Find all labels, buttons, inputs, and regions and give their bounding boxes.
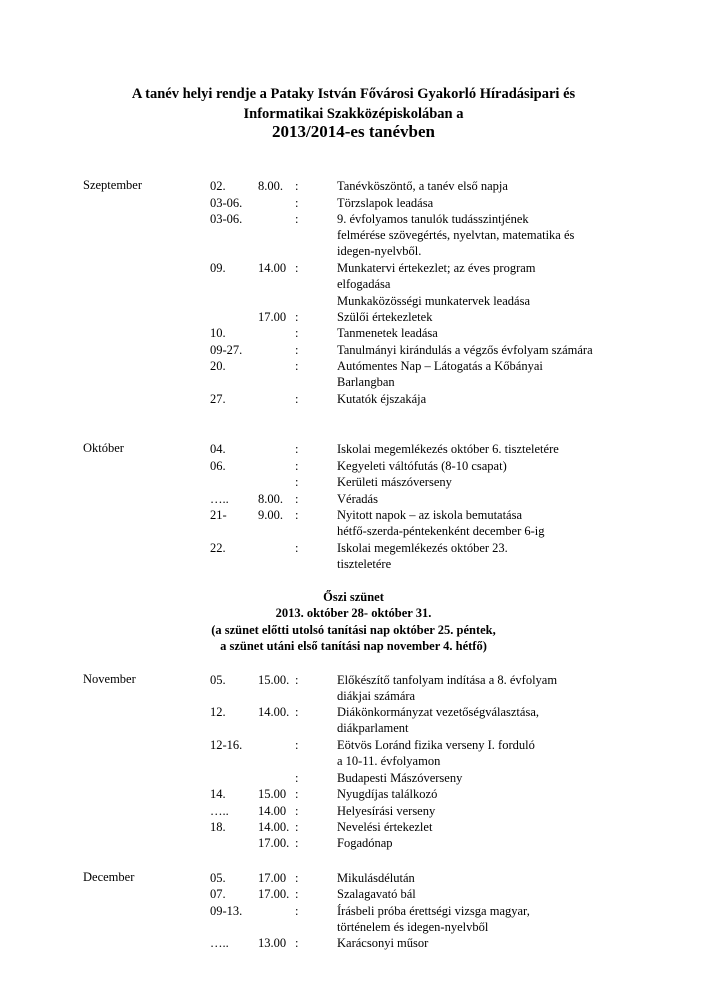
- schedule-event: Mikulásdélután: [337, 871, 415, 885]
- schedule-event: Diákönkormányzat vezetőségválasztása,: [337, 705, 539, 719]
- schedule-event: Karácsonyi műsor: [337, 936, 429, 950]
- autumn-break-dates: 2013. október 28- október 31.: [275, 606, 432, 620]
- schedule-time: 8.00.: [258, 492, 283, 506]
- schedule-event: Kutatók éjszakája: [337, 392, 427, 406]
- schedule-event: Írásbeli próba érettségi vizsga magyar,: [337, 904, 530, 918]
- schedule-date: 06.: [210, 459, 226, 473]
- schedule-event: történelem és idegen-nyelvből: [337, 920, 489, 934]
- month-september: Szeptember: [83, 178, 143, 192]
- schedule-separator: :: [295, 310, 299, 324]
- schedule-event: Eötvös Loránd fizika verseny I. forduló: [337, 738, 535, 752]
- schedule-separator: :: [295, 705, 299, 719]
- month-october: Október: [83, 441, 124, 455]
- schedule-separator: :: [295, 820, 299, 834]
- schedule-time: 9.00.: [258, 508, 283, 522]
- schedule-event: Tanmenetek leadása: [337, 326, 438, 340]
- schedule-event: diákjai számára: [337, 689, 416, 703]
- schedule-date: 03-06.: [210, 212, 243, 226]
- schedule-date: …..: [210, 804, 229, 818]
- schedule-date: 02.: [210, 179, 226, 193]
- schedule-event: a 10-11. évfolyamon: [337, 754, 441, 768]
- document-title-line-1: A tanév helyi rendje a Pataky István Fővárosi Gyakorló Híradásipari és: [131, 86, 576, 102]
- schedule-date: 09-27.: [210, 343, 243, 357]
- schedule-time: 8.00.: [258, 179, 283, 193]
- schedule-event: 9. évfolyamos tanulók tudásszintjének: [337, 212, 529, 226]
- schedule-event: Iskolai megemlékezés október 6. tiszteletére: [337, 442, 559, 456]
- schedule-separator: :: [295, 196, 299, 210]
- schedule-separator: :: [295, 261, 299, 275]
- schedule-event: Munkatervi értekezlet; az éves program: [337, 261, 536, 275]
- autumn-break-note-1: (a szünet előtti utolsó tanítási nap október 25. péntek,: [211, 623, 496, 637]
- schedule-time: 14.00.: [258, 820, 290, 834]
- schedule-separator: :: [295, 887, 299, 901]
- month-december: December: [83, 870, 135, 884]
- schedule-date: 09.: [210, 261, 226, 275]
- schedule-time: 14.00: [258, 804, 287, 818]
- schedule-event: hétfő-szerda-péntekenként december 6-ig: [337, 524, 545, 538]
- schedule-time: 17.00: [258, 310, 287, 324]
- schedule-separator: :: [295, 904, 299, 918]
- schedule-separator: :: [295, 541, 299, 555]
- schedule-separator: :: [295, 492, 299, 506]
- schedule-date: 07.: [210, 887, 226, 901]
- schedule-event: Előkészítő tanfolyam indítása a 8. évfolyam: [337, 673, 558, 687]
- schedule-date: 21-: [210, 508, 227, 522]
- document-title-line-3: 2013/2014-es tanévben: [272, 122, 435, 141]
- schedule-time: 17.00.: [258, 887, 290, 901]
- schedule-separator: :: [295, 738, 299, 752]
- schedule-separator: :: [295, 836, 299, 850]
- schedule-time: 17.00.: [258, 836, 290, 850]
- schedule-date: 05.: [210, 673, 226, 687]
- schedule-event: Kerületi mászóverseny: [337, 475, 452, 489]
- schedule-time: 14.00: [258, 261, 287, 275]
- schedule-time: 14.00.: [258, 705, 290, 719]
- schedule-separator: :: [295, 343, 299, 357]
- schedule-date: 04.: [210, 442, 226, 456]
- month-november: November: [83, 672, 136, 686]
- schedule-event: Törzslapok leadása: [337, 196, 434, 210]
- schedule-event: Fogadónap: [337, 836, 393, 850]
- schedule-separator: :: [295, 326, 299, 340]
- schedule-separator: :: [295, 392, 299, 406]
- schedule-separator: :: [295, 359, 299, 373]
- schedule-event: Barlangban: [337, 375, 395, 389]
- schedule-separator: :: [295, 508, 299, 522]
- schedule-time: 17.00: [258, 871, 287, 885]
- schedule-separator: :: [295, 212, 299, 226]
- schedule-date: 22.: [210, 541, 226, 555]
- schedule-date: 18.: [210, 820, 226, 834]
- schedule-separator: :: [295, 936, 299, 950]
- schedule-event: elfogadása: [337, 277, 391, 291]
- schedule-date: 03-06.: [210, 196, 243, 210]
- schedule-event: Tanévköszöntő, a tanév első napja: [337, 179, 508, 193]
- schedule-time: 13.00: [258, 936, 287, 950]
- schedule-event: Nevelési értekezlet: [337, 820, 433, 834]
- schedule-separator: :: [295, 787, 299, 801]
- schedule-date: 05.: [210, 871, 226, 885]
- schedule-separator: :: [295, 804, 299, 818]
- schedule-date: 14.: [210, 787, 226, 801]
- schedule-date: …..: [210, 492, 229, 506]
- schedule-separator: :: [295, 442, 299, 456]
- schedule-event: Helyesírási verseny: [337, 804, 436, 818]
- schedule-event: Kegyeleti váltófutás (8-10 csapat): [337, 459, 507, 473]
- schedule-date: …..: [210, 936, 229, 950]
- schedule-event: Szalagavató bál: [337, 887, 416, 901]
- schedule-separator: :: [295, 871, 299, 885]
- schedule-separator: :: [295, 475, 299, 489]
- schedule-date: 12.: [210, 705, 226, 719]
- schedule-time: 15.00: [258, 787, 287, 801]
- schedule-event: Budapesti Mászóverseny: [337, 771, 463, 785]
- schedule-event: Nyugdíjas találkozó: [337, 787, 438, 801]
- schedule-time: 15.00.: [258, 673, 290, 687]
- schedule-event: Véradás: [337, 492, 378, 506]
- schedule-event: felmérése szövegértés, nyelvtan, matematika és: [337, 228, 575, 242]
- schedule-event: Tanulmányi kirándulás a végzős évfolyam számára: [337, 343, 593, 357]
- schedule-event: idegen-nyelvből.: [337, 244, 422, 258]
- schedule-date: 10.: [210, 326, 226, 340]
- schedule-date: 09-13.: [210, 904, 243, 918]
- schedule-date: 12-16.: [210, 738, 243, 752]
- schedule-event: Szülői értekezletek: [337, 310, 433, 324]
- schedule-date: 27.: [210, 392, 226, 406]
- schedule-event: tiszteletére: [337, 557, 392, 571]
- schedule-event: Nyitott napok – az iskola bemutatása: [337, 508, 523, 522]
- schedule-separator: :: [295, 179, 299, 193]
- schedule-event: Iskolai megemlékezés október 23.: [337, 541, 508, 555]
- schedule-event: diákparlament: [337, 721, 409, 735]
- schedule-separator: :: [295, 673, 299, 687]
- schedule-separator: :: [295, 771, 299, 785]
- schedule-date: 20.: [210, 359, 226, 373]
- autumn-break-title: Őszi szünet: [323, 590, 384, 604]
- schedule-event: Munkaközösségi munkatervek leadása: [337, 294, 530, 308]
- document-title-line-2: Informatikai Szakközépiskolában a: [243, 106, 464, 122]
- autumn-break-note-2: a szünet utáni első tanítási nap november 4. hétfő): [220, 639, 487, 653]
- schedule-separator: :: [295, 459, 299, 473]
- schedule-event: Autómentes Nap – Látogatás a Kőbányai: [337, 359, 543, 373]
